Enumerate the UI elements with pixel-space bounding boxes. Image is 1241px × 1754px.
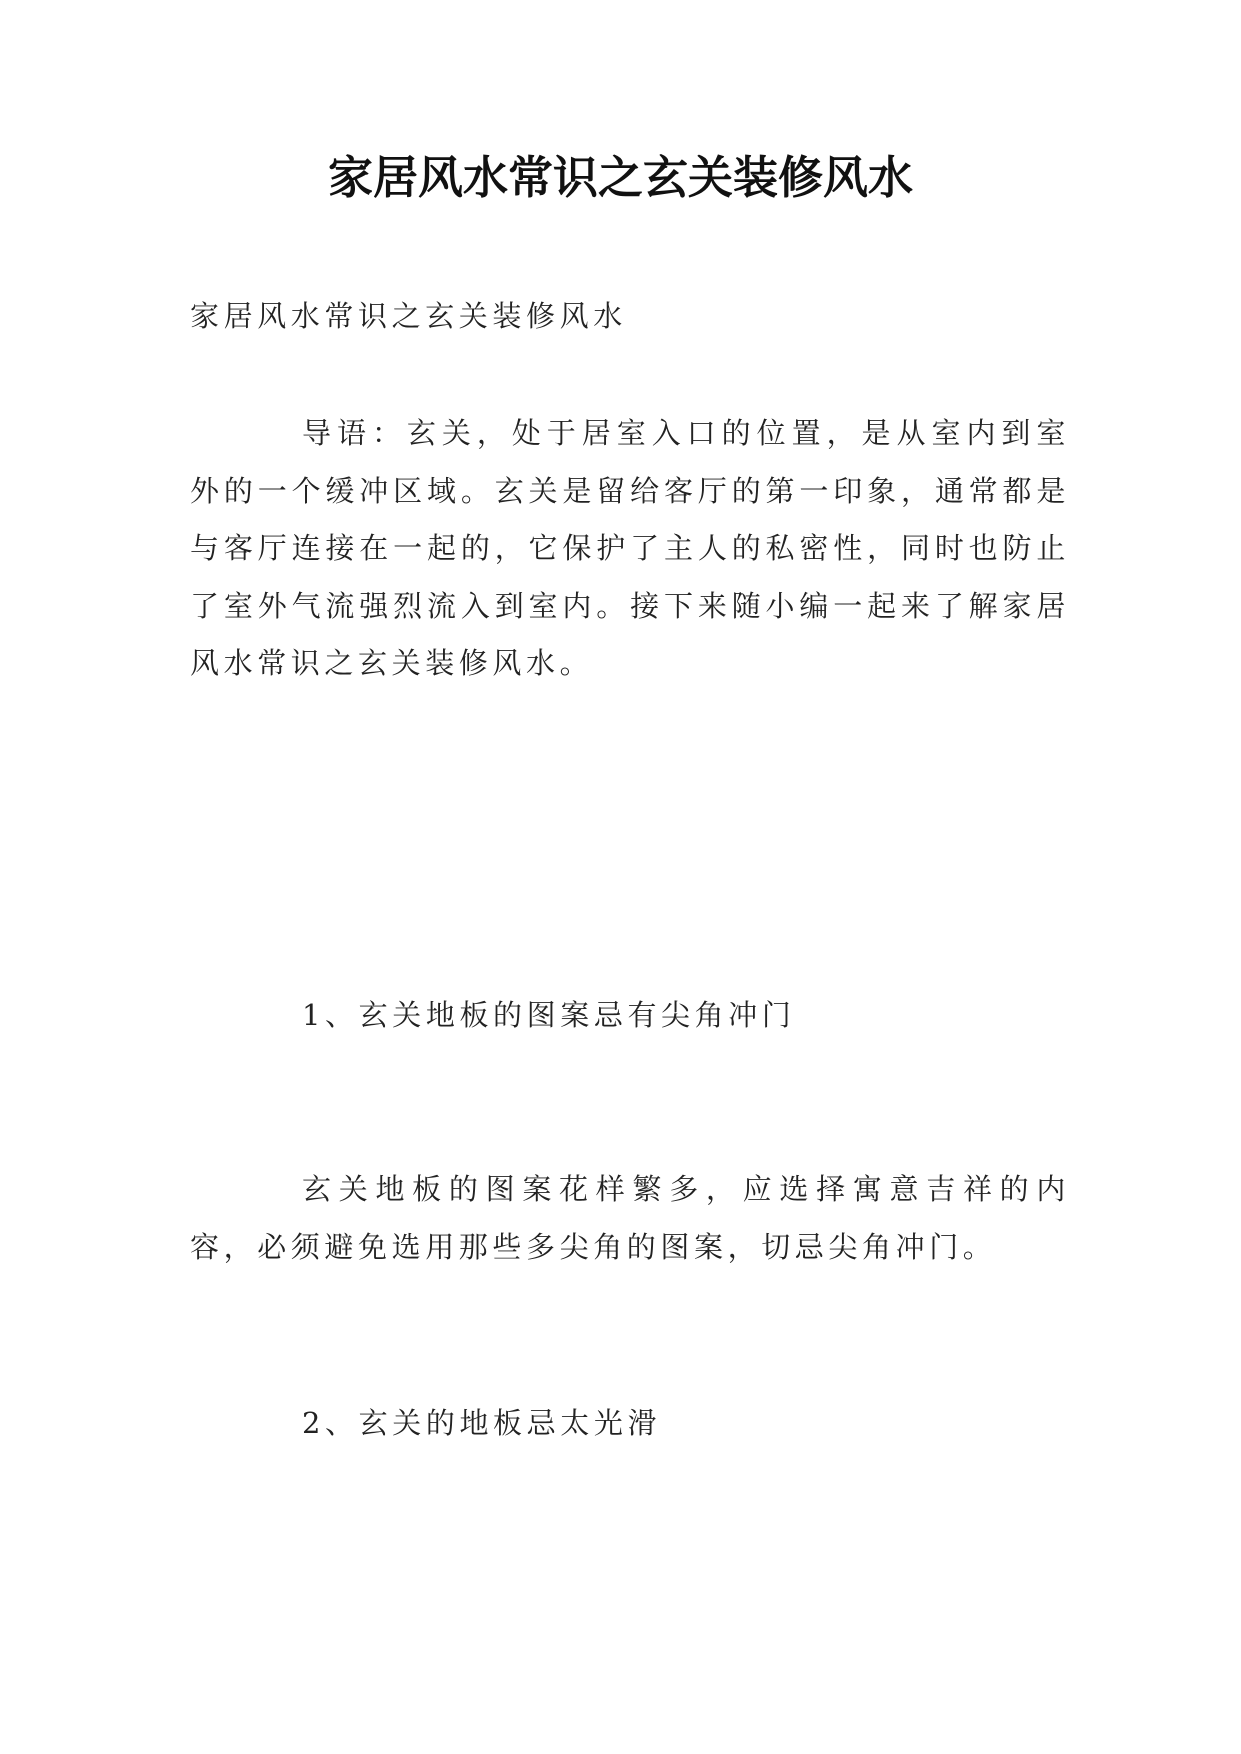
document-subtitle: 家居风水常识之玄关装修风水 (190, 299, 627, 333)
section-paragraph-1: 玄关地板的图案花样繁多，应选择寓意吉祥的内容，必须避免选用那些多尖角的图案，切忌尖角冲门。 (190, 1172, 1070, 1264)
section-heading-2: 2、玄关的地板忌太光滑 (302, 1406, 662, 1440)
document-title: 家居风水常识之玄关装修风水 (327, 151, 913, 204)
intro-paragraph: 导语：玄关，处于居室入口的位置，是从室内到室外的一个缓冲区域。玄关是留给客厅的第一印象，通常都是与客厅连接在一起的，它保护了主人的私密性，同时也防止了室外气流强烈流入到室内。接下来随小编一起来了解家居风水常识之玄关装修风水。 (190, 416, 1070, 680)
section-heading-1: 1、玄关地板的图案忌有尖角冲门 (302, 998, 796, 1032)
